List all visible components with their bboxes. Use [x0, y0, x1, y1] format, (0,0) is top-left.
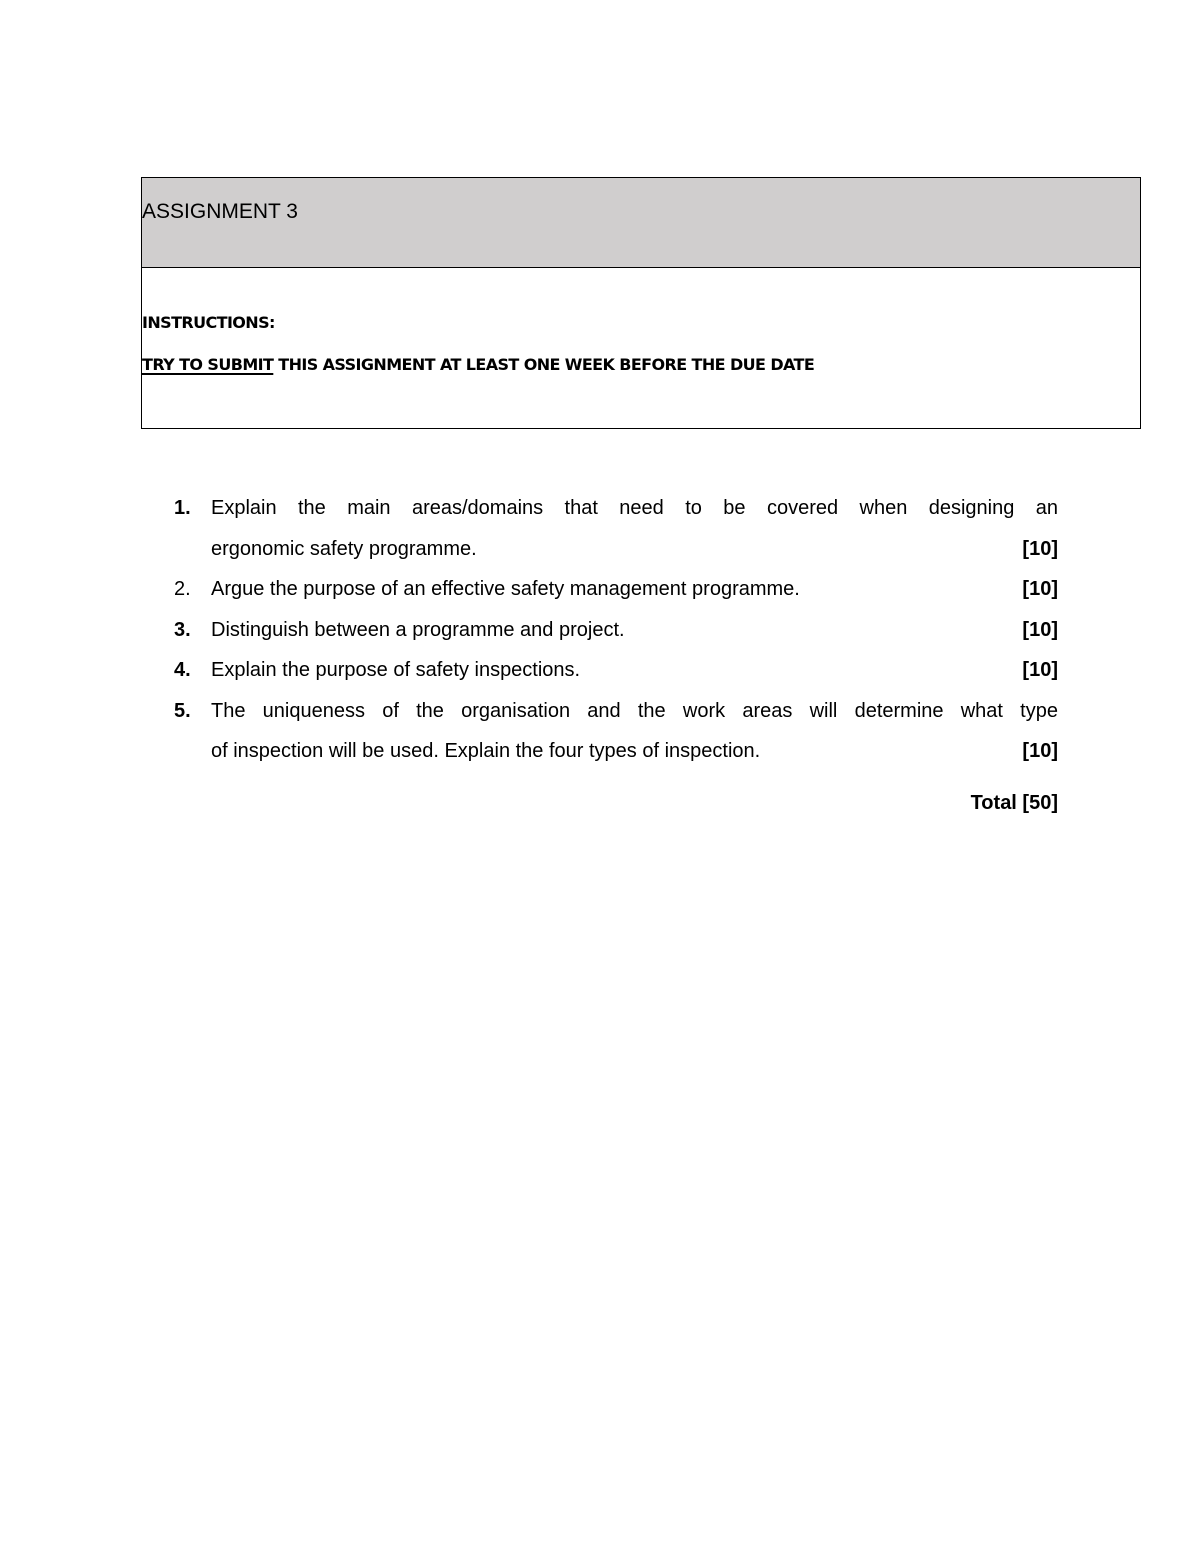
total-marks: Total [50] — [970, 792, 1058, 814]
assignment-title: ASSIGNMENT 3 — [142, 200, 298, 223]
question-text-line-2: of inspection will be used. Explain the four types of inspection. — [211, 740, 761, 762]
question-text-line-2: ergonomic safety programme. — [211, 537, 477, 560]
instructions-emphasis: TRY TO SUBMIT — [142, 355, 274, 374]
question-number: 2. — [174, 578, 191, 600]
question-text-line-1: The uniqueness of the organisation and the work areas will determine what type — [211, 699, 1058, 722]
question-2 — [174, 569, 1058, 610]
question-number: 1. — [174, 497, 191, 519]
question-5 — [174, 691, 1058, 772]
question-text-line-1: Explain the main areas/domains that need to be covered when designing an — [211, 497, 1058, 519]
question-number: 3. — [174, 618, 191, 641]
question-number: 4. — [174, 659, 191, 681]
question-number: 5. — [174, 699, 191, 722]
question-text: Explain the purpose of safety inspections. — [211, 659, 581, 681]
question-4 — [174, 650, 1058, 691]
question-3 — [174, 610, 1058, 651]
assignment-header-box — [141, 177, 1141, 429]
question-mark: [10] — [1022, 537, 1058, 560]
instructions-rest: THIS ASSIGNMENT AT LEAST ONE WEEK BEFORE THE DUE DATE — [273, 355, 815, 374]
question-mark: [10] — [1022, 618, 1058, 641]
question-list — [174, 488, 1058, 772]
question-mark: [10] — [1022, 578, 1058, 600]
question-1 — [174, 488, 1058, 569]
instructions-text — [142, 355, 814, 374]
instructions-label: INSTRUCTIONS: — [142, 313, 275, 332]
question-mark: [10] — [1022, 659, 1058, 681]
question-text: Distinguish between a programme and project. — [211, 618, 625, 641]
question-mark: [10] — [1022, 740, 1058, 762]
title-band — [142, 178, 1140, 268]
question-text: Argue the purpose of an effective safety management programme. — [211, 578, 800, 600]
